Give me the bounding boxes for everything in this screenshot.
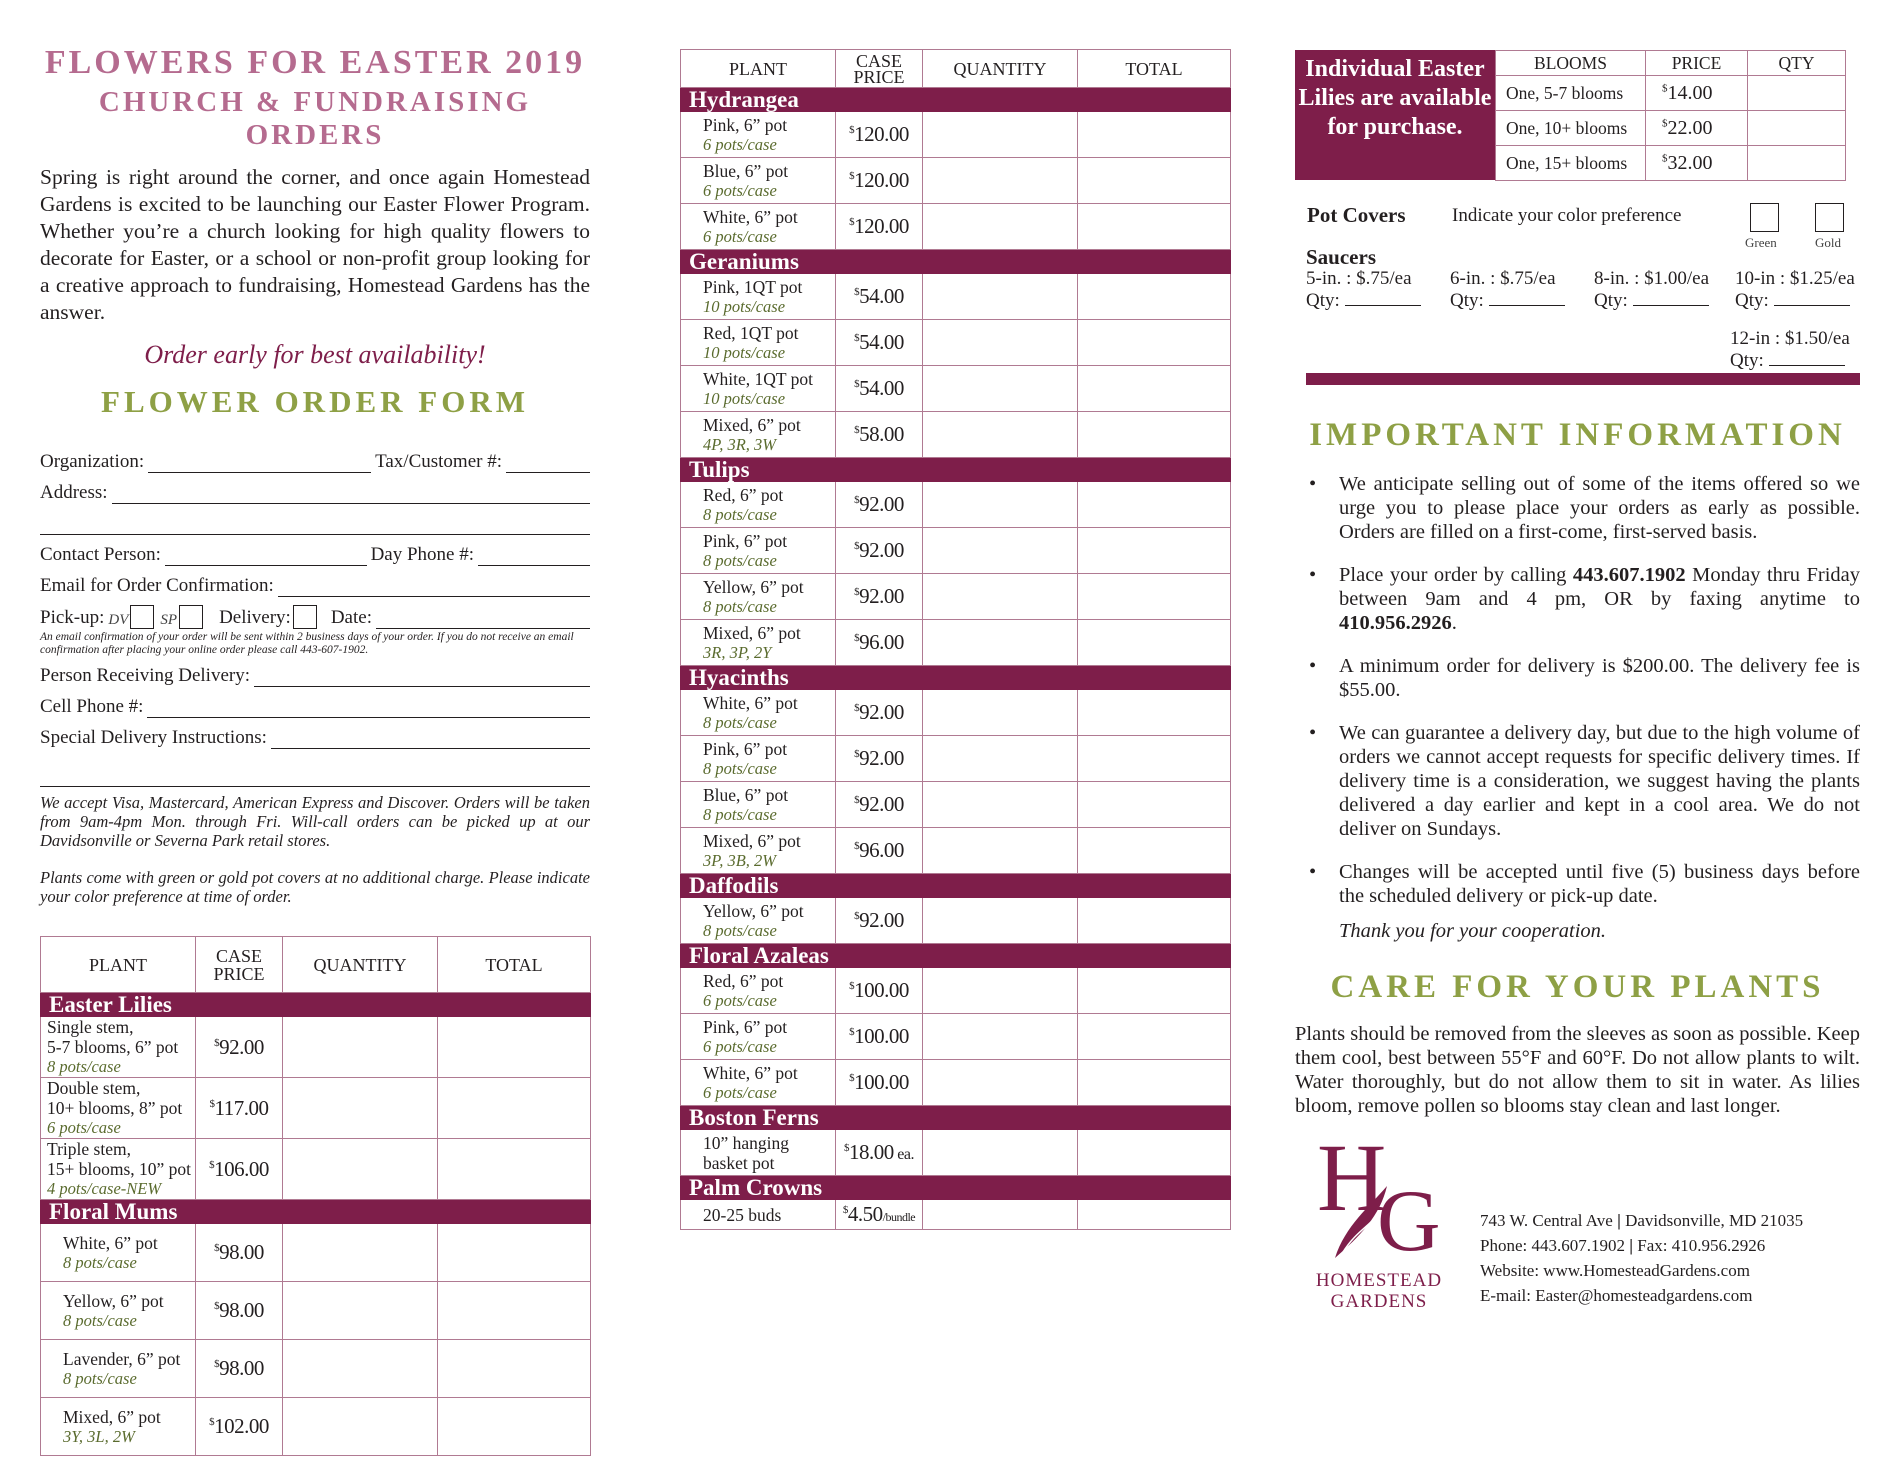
total-cell[interactable] bbox=[1078, 320, 1231, 366]
price-cell: $120.00 bbox=[836, 112, 923, 158]
category-row bbox=[41, 993, 591, 1017]
order-table-middle bbox=[680, 49, 1231, 1230]
total-cell[interactable] bbox=[1078, 690, 1231, 736]
order-early-tagline: Order early for best availability! bbox=[144, 340, 486, 369]
table-row bbox=[681, 620, 1231, 666]
total-cell[interactable] bbox=[1078, 1014, 1231, 1060]
homestead-logo: H G HOMESTEAD GARDENS bbox=[1315, 1124, 1443, 1312]
saucer-10in: 10-in : $1.25/ea Qty: bbox=[1735, 268, 1855, 311]
total-cell[interactable] bbox=[1078, 366, 1231, 412]
green-label: Green bbox=[1745, 235, 1777, 250]
total-cell[interactable] bbox=[1078, 482, 1231, 528]
pickup-sp-checkbox[interactable] bbox=[179, 605, 203, 629]
price-cell: $54.00 bbox=[836, 366, 923, 412]
divider-bar bbox=[1306, 373, 1860, 385]
cell-field[interactable] bbox=[147, 698, 590, 718]
plant-cell: Blue, 6” pot 8 pots/case bbox=[681, 782, 836, 828]
plant-cell: Pink, 6” pot 8 pots/case bbox=[681, 736, 836, 782]
table-row bbox=[681, 1130, 1231, 1176]
quantity-input[interactable] bbox=[283, 1017, 438, 1078]
price-cell: $102.00 bbox=[196, 1398, 283, 1456]
quantity-input[interactable] bbox=[923, 112, 1078, 158]
plant-header: PLANT bbox=[41, 937, 196, 993]
plant-cell: Red, 6” pot 6 pots/case bbox=[681, 968, 836, 1014]
saucer-6in-qty[interactable] bbox=[1489, 290, 1565, 306]
order-form bbox=[40, 442, 590, 787]
plant-cell: Blue, 6” pot 6 pots/case bbox=[681, 158, 836, 204]
info-item: • We anticipate selling out of some of the items offered so we urge you to please place your orders as early as possible. Orders are filled on a first-come, first-served basis. bbox=[1309, 472, 1860, 544]
category-label: Palm Crowns bbox=[681, 1176, 1231, 1200]
total-cell[interactable] bbox=[438, 1224, 591, 1282]
blooms-cell: One, 5-7 blooms bbox=[1496, 76, 1646, 111]
quantity-header: QUANTITY bbox=[283, 937, 438, 993]
page-subtitle: CHURCH & FUNDRAISING ORDERS bbox=[98, 86, 532, 151]
saucer-8in: 8-in. : $1.00/ea Qty: bbox=[1594, 268, 1710, 311]
footer bbox=[1295, 1124, 1860, 1338]
category-label: Hydrangea bbox=[681, 88, 1231, 112]
blooms-cell: One, 10+ blooms bbox=[1496, 111, 1646, 146]
delivery-label: Delivery: bbox=[219, 607, 291, 628]
price-cell: $92.00 bbox=[836, 574, 923, 620]
care-text: Plants should be removed from the sleeves as soon as possible. Keep them cool, best between 55°F and 60°F. Do not allow plants to wilt. Water thoroughly, but do not allow them to sit in water. As lilies bloom, remove pollen so blooms stay clean and last longer. bbox=[1295, 1023, 1860, 1117]
category-row bbox=[681, 874, 1231, 898]
saucer-6in: 6-in. : $.75/ea Qty: bbox=[1450, 268, 1565, 312]
person-receiving-label: Person Receiving Delivery: bbox=[40, 665, 251, 686]
saucer-12in: 12-in : $1.50/ea Qty: bbox=[1730, 328, 1850, 371]
saucer-5in-qty[interactable] bbox=[1345, 290, 1421, 306]
quantity-input[interactable] bbox=[283, 1139, 438, 1200]
plant-cell: Yellow, 6” pot 8 pots/case bbox=[681, 898, 836, 944]
quantity-input[interactable] bbox=[923, 574, 1078, 620]
blooms-cell: One, 15+ blooms bbox=[1496, 146, 1646, 181]
quantity-input[interactable] bbox=[923, 782, 1078, 828]
email-field[interactable] bbox=[278, 577, 590, 597]
table-row bbox=[41, 1224, 591, 1282]
gold-checkbox[interactable] bbox=[1815, 203, 1844, 232]
lily-row bbox=[1496, 146, 1846, 181]
info-item: • We can guarantee a delivery day, but due to the high volume of orders we cannot accept requests for specific delivery times. If delivery time is a consideration, we suggest having the plants delivered a day earlier and kept in a cool area. We do not deliver on Sundays. bbox=[1309, 721, 1860, 841]
category-label: Hyacinths bbox=[681, 666, 1231, 690]
plant-cell: Single stem, 5-7 blooms, 6” pot 8 pots/case bbox=[41, 1017, 196, 1078]
saucer-5in: 5-in. : $.75/ea Qty: bbox=[1306, 268, 1421, 312]
quantity-input[interactable] bbox=[923, 968, 1078, 1014]
category-row bbox=[681, 458, 1231, 482]
date-label: Date: bbox=[330, 607, 372, 628]
total-cell[interactable] bbox=[438, 1282, 591, 1340]
contact-field[interactable] bbox=[165, 546, 367, 566]
address-field[interactable] bbox=[112, 484, 590, 504]
lily-qty-input[interactable] bbox=[1748, 111, 1846, 146]
category-row bbox=[681, 1176, 1231, 1200]
important-heading: IMPORTANT INFORMATION bbox=[1309, 417, 1846, 453]
total-cell[interactable] bbox=[1078, 574, 1231, 620]
table-row bbox=[41, 1017, 591, 1078]
green-checkbox[interactable] bbox=[1750, 203, 1779, 232]
total-cell[interactable] bbox=[1078, 528, 1231, 574]
quantity-input[interactable] bbox=[923, 366, 1078, 412]
pickup-dv-checkbox[interactable] bbox=[130, 605, 154, 629]
price-cell: $92.00 bbox=[836, 782, 923, 828]
important-list bbox=[1295, 472, 1860, 908]
plant-cell: Mixed, 6” pot 3Y, 3L, 2W bbox=[41, 1398, 196, 1456]
table-row bbox=[681, 574, 1231, 620]
address-field-2[interactable] bbox=[40, 515, 590, 535]
total-cell[interactable] bbox=[1078, 828, 1231, 874]
lily-price-cell: $14.00 bbox=[1646, 76, 1748, 111]
category-row bbox=[681, 250, 1231, 274]
quantity-input[interactable] bbox=[923, 1014, 1078, 1060]
plant-cell: Yellow, 6” pot 8 pots/case bbox=[41, 1282, 196, 1340]
plant-cell: White, 6” pot 8 pots/case bbox=[41, 1224, 196, 1282]
order-table-left bbox=[40, 936, 591, 1456]
price-cell: $92.00 bbox=[836, 898, 923, 944]
price-cell: $98.00 bbox=[196, 1282, 283, 1340]
plant-cell: White, 6” pot 6 pots/case bbox=[681, 204, 836, 250]
right-column bbox=[1295, 0, 1860, 1338]
form-heading: FLOWER ORDER FORM bbox=[101, 384, 529, 419]
price-cell: $54.00 bbox=[836, 320, 923, 366]
thanks-text: Thank you for your cooperation. bbox=[1339, 920, 1607, 942]
category-label: Floral Azaleas bbox=[681, 944, 1231, 968]
total-cell[interactable] bbox=[438, 1398, 591, 1456]
quantity-input[interactable] bbox=[923, 412, 1078, 458]
plant-cell: Mixed, 6” pot 3P, 3B, 2W bbox=[681, 828, 836, 874]
color-preference-label: Indicate your color preference bbox=[1452, 205, 1682, 226]
price-cell: $120.00 bbox=[836, 204, 923, 250]
total-header: TOTAL bbox=[1078, 50, 1231, 88]
pot-covers-label: Pot Covers bbox=[1307, 203, 1406, 227]
left-column bbox=[40, 0, 590, 1456]
table-row bbox=[41, 1139, 591, 1200]
plant-cell: White, 6” pot 6 pots/case bbox=[681, 1060, 836, 1106]
price-header: PRICE bbox=[1646, 51, 1748, 76]
quantity-input[interactable] bbox=[283, 1340, 438, 1398]
plant-cell: Pink, 6” pot 6 pots/case bbox=[681, 112, 836, 158]
price-cell: $100.00 bbox=[836, 968, 923, 1014]
table-row bbox=[681, 968, 1231, 1014]
cell-label: Cell Phone #: bbox=[40, 696, 144, 717]
total-cell[interactable] bbox=[438, 1139, 591, 1200]
total-cell[interactable] bbox=[438, 1340, 591, 1398]
category-label: Easter Lilies bbox=[41, 993, 591, 1017]
table-row bbox=[681, 366, 1231, 412]
table-row bbox=[41, 1282, 591, 1340]
saucer-8in-qty[interactable] bbox=[1633, 290, 1709, 306]
middle-column bbox=[680, 0, 1230, 1230]
table-row bbox=[681, 528, 1231, 574]
person-receiving-field[interactable] bbox=[254, 667, 590, 687]
plant-cell: Triple stem, 15+ blooms, 10” pot 4 pots/case-NEW bbox=[41, 1139, 196, 1200]
price-cell: $92.00 bbox=[836, 528, 923, 574]
plant-cell: Lavender, 6” pot 8 pots/case bbox=[41, 1340, 196, 1398]
category-label: Geraniums bbox=[681, 250, 1231, 274]
total-cell[interactable] bbox=[1078, 1200, 1231, 1230]
quantity-input[interactable] bbox=[283, 1282, 438, 1340]
lily-table bbox=[1495, 50, 1846, 181]
info-item: • Changes will be accepted until five (5) business days before the scheduled delivery or pick-up date. bbox=[1309, 860, 1860, 908]
table-row bbox=[681, 412, 1231, 458]
table-row bbox=[681, 112, 1231, 158]
quantity-input[interactable] bbox=[923, 158, 1078, 204]
lily-qty-input[interactable] bbox=[1748, 146, 1846, 181]
table-row bbox=[681, 828, 1231, 874]
table-row bbox=[681, 782, 1231, 828]
blooms-header: BLOOMS bbox=[1496, 51, 1646, 76]
category-row bbox=[681, 1106, 1231, 1130]
price-cell: $96.00 bbox=[836, 620, 923, 666]
price-cell: $98.00 bbox=[196, 1340, 283, 1398]
table-row bbox=[681, 1014, 1231, 1060]
saucer-12in-qty[interactable] bbox=[1769, 350, 1845, 366]
table-row bbox=[681, 158, 1231, 204]
table-row bbox=[681, 1060, 1231, 1106]
total-cell[interactable] bbox=[1078, 204, 1231, 250]
contact-label: Contact Person: bbox=[40, 544, 161, 565]
price-cell: $58.00 bbox=[836, 412, 923, 458]
total-cell[interactable] bbox=[1078, 782, 1231, 828]
table-row bbox=[41, 1078, 591, 1139]
price-cell: $92.00 bbox=[836, 482, 923, 528]
dv-label: DV bbox=[108, 612, 129, 628]
quantity-input[interactable] bbox=[923, 274, 1078, 320]
total-cell[interactable] bbox=[1078, 736, 1231, 782]
organization-label: Organization: bbox=[40, 451, 145, 472]
lily-row bbox=[1496, 111, 1846, 146]
plant-cell: Mixed, 6” pot 4P, 3R, 3W bbox=[681, 412, 836, 458]
day-phone-field[interactable] bbox=[478, 546, 590, 566]
pot-note: Plants come with green or gold pot covers at no additional charge. Please indicate your color preference at time of order. bbox=[40, 868, 590, 906]
address-label: Address: bbox=[40, 482, 108, 503]
plant-cell: 10” hanging basket pot bbox=[681, 1130, 836, 1176]
price-cell: $4.50/bundle bbox=[836, 1200, 923, 1230]
date-field[interactable] bbox=[376, 609, 590, 629]
individual-lilies bbox=[1295, 50, 1860, 181]
table-row bbox=[681, 736, 1231, 782]
total-cell[interactable] bbox=[438, 1017, 591, 1078]
category-row bbox=[681, 88, 1231, 112]
tax-field[interactable] bbox=[506, 453, 590, 473]
price-cell: $100.00 bbox=[836, 1014, 923, 1060]
saucer-10in-qty[interactable] bbox=[1774, 290, 1850, 306]
fax: Fax: 410.956.2926 bbox=[1637, 1236, 1766, 1255]
info-item: • A minimum order for delivery is $200.00. The delivery fee is $55.00. bbox=[1309, 654, 1860, 702]
care-heading: CARE FOR YOUR PLANTS bbox=[1330, 969, 1825, 1005]
case-price-header: CASE PRICE bbox=[836, 50, 923, 88]
plant-header: PLANT bbox=[681, 50, 836, 88]
special-label: Special Delivery Instructions: bbox=[40, 727, 267, 748]
category-label: Floral Mums bbox=[41, 1200, 591, 1224]
price-cell: $54.00 bbox=[836, 274, 923, 320]
price-cell: $120.00 bbox=[836, 158, 923, 204]
total-cell[interactable] bbox=[1078, 620, 1231, 666]
plant-cell: White, 1QT pot 10 pots/case bbox=[681, 366, 836, 412]
category-label: Daffodils bbox=[681, 874, 1231, 898]
total-cell[interactable] bbox=[1078, 158, 1231, 204]
price-cell: $96.00 bbox=[836, 828, 923, 874]
quantity-input[interactable] bbox=[923, 736, 1078, 782]
total-header: TOTAL bbox=[438, 937, 591, 993]
quantity-input[interactable] bbox=[923, 620, 1078, 666]
price-cell: $92.00 bbox=[196, 1017, 283, 1078]
table-row bbox=[681, 690, 1231, 736]
quantity-input[interactable] bbox=[923, 204, 1078, 250]
saucers-label: Saucers bbox=[1306, 245, 1376, 269]
address1: 743 W. Central Ave bbox=[1480, 1211, 1613, 1230]
quantity-header: QUANTITY bbox=[923, 50, 1078, 88]
total-cell[interactable] bbox=[1078, 274, 1231, 320]
plant-cell: Mixed, 6” pot 3R, 3P, 2Y bbox=[681, 620, 836, 666]
category-row bbox=[681, 944, 1231, 968]
page-title: FLOWERS FOR EASTER 2019 bbox=[44, 44, 586, 81]
quantity-input[interactable] bbox=[923, 1130, 1078, 1176]
tax-label: Tax/Customer #: bbox=[375, 451, 502, 472]
plant-cell: Pink, 1QT pot 10 pots/case bbox=[681, 274, 836, 320]
category-row bbox=[681, 666, 1231, 690]
case-price-header: CASE PRICE bbox=[196, 937, 283, 993]
leaf-icon bbox=[1325, 1176, 1395, 1266]
email-link[interactable]: E-mail: Easter@homesteadgardens.com bbox=[1480, 1286, 1753, 1305]
table-row bbox=[681, 1200, 1231, 1230]
payment-note: We accept Visa, Mastercard, American Express and Discover. Orders will be taken from 9am-4pm Mon. through Fri. Will-call orders can be picked up at our Davidsonville or Severna Park retail stores. bbox=[40, 793, 590, 850]
category-label: Tulips bbox=[681, 458, 1231, 482]
price-cell: $117.00 bbox=[196, 1078, 283, 1139]
plant-cell: Pink, 6” pot 6 pots/case bbox=[681, 1014, 836, 1060]
price-cell: $92.00 bbox=[836, 736, 923, 782]
price-cell: $100.00 bbox=[836, 1060, 923, 1106]
quantity-input[interactable] bbox=[283, 1224, 438, 1282]
plant-cell: Red, 1QT pot 10 pots/case bbox=[681, 320, 836, 366]
lily-qty-input[interactable] bbox=[1748, 76, 1846, 111]
quantity-input[interactable] bbox=[923, 320, 1078, 366]
day-phone-label: Day Phone #: bbox=[370, 544, 474, 565]
quantity-input[interactable] bbox=[283, 1398, 438, 1456]
plant-cell: Yellow, 6” pot 8 pots/case bbox=[681, 574, 836, 620]
email-note: An email confirmation of your order will be sent within 2 business days of your order. If you do not receive an email confirmation after placing your online order please call 443-607-1902. bbox=[40, 631, 574, 656]
category-row bbox=[41, 1200, 591, 1224]
table-row bbox=[681, 320, 1231, 366]
total-cell[interactable] bbox=[1078, 968, 1231, 1014]
gold-label: Gold bbox=[1815, 235, 1841, 250]
table-row bbox=[681, 482, 1231, 528]
price-cell: $18.00 ea. bbox=[836, 1130, 923, 1176]
quantity-input[interactable] bbox=[923, 828, 1078, 874]
website-link[interactable]: Website: www.HomesteadGardens.com bbox=[1480, 1261, 1750, 1280]
lily-row bbox=[1496, 76, 1846, 111]
price-cell: $106.00 bbox=[196, 1139, 283, 1200]
email-label: Email for Order Confirmation: bbox=[40, 575, 274, 596]
quantity-input[interactable] bbox=[923, 898, 1078, 944]
quantity-input[interactable] bbox=[923, 690, 1078, 736]
price-cell: $92.00 bbox=[836, 690, 923, 736]
table-row bbox=[681, 898, 1231, 944]
lily-price-cell: $22.00 bbox=[1646, 111, 1748, 146]
special-field-2[interactable] bbox=[40, 767, 590, 787]
qty-header: QTY bbox=[1748, 51, 1846, 76]
sp-label: SP bbox=[160, 612, 178, 628]
delivery-checkbox[interactable] bbox=[293, 605, 317, 629]
contact-block: 743 W. Central Ave | Davidsonville, MD 21035 Phone: 443.607.1902 | Fax: 410.956.2926 Website: www.HomesteadGardens.com E-mail: Easter@homesteadgardens.com bbox=[1480, 1208, 1803, 1308]
address2: Davidsonville, MD 21035 bbox=[1625, 1211, 1804, 1230]
pot-covers-section bbox=[1295, 203, 1860, 373]
plant-cell: Pink, 6” pot 8 pots/case bbox=[681, 528, 836, 574]
phone: Phone: 443.607.1902 bbox=[1480, 1236, 1625, 1255]
pickup-label: Pick-up: bbox=[40, 607, 105, 628]
table-row bbox=[41, 1340, 591, 1398]
plant-cell: White, 6” pot 8 pots/case bbox=[681, 690, 836, 736]
price-cell: $98.00 bbox=[196, 1224, 283, 1282]
lily-callout: Individual Easter Lilies are available for purchase. bbox=[1295, 50, 1495, 180]
total-cell[interactable] bbox=[438, 1078, 591, 1139]
total-cell[interactable] bbox=[1078, 1130, 1231, 1176]
plant-cell: 20-25 buds bbox=[681, 1200, 836, 1230]
special-field[interactable] bbox=[271, 729, 590, 749]
plant-cell: Double stem, 10+ blooms, 8” pot 6 pots/case bbox=[41, 1078, 196, 1139]
lily-price-cell: $32.00 bbox=[1646, 146, 1748, 181]
quantity-input[interactable] bbox=[923, 528, 1078, 574]
total-cell[interactable] bbox=[1078, 112, 1231, 158]
total-cell[interactable] bbox=[1078, 412, 1231, 458]
total-cell[interactable] bbox=[1078, 1060, 1231, 1106]
quantity-input[interactable] bbox=[923, 482, 1078, 528]
organization-field[interactable] bbox=[148, 453, 371, 473]
quantity-input[interactable] bbox=[923, 1200, 1078, 1230]
category-label: Boston Ferns bbox=[681, 1106, 1231, 1130]
table-row bbox=[681, 274, 1231, 320]
quantity-input[interactable] bbox=[923, 1060, 1078, 1106]
table-row bbox=[681, 204, 1231, 250]
info-item: • Place your order by calling 443.607.1902 Monday thru Friday between 9am and 4 pm, OR by faxing anytime to 410.956.2926. bbox=[1309, 563, 1860, 635]
total-cell[interactable] bbox=[1078, 898, 1231, 944]
quantity-input[interactable] bbox=[283, 1078, 438, 1139]
plant-cell: Red, 6” pot 8 pots/case bbox=[681, 482, 836, 528]
table-row bbox=[41, 1398, 591, 1456]
intro-paragraph: Spring is right around the corner, and once again Homestead Gardens is excited to be launching our Easter Flower Program. Whether you’re a church looking for high quality flowers to decorate for Easter, or a school or non-profit group looking for a creative approach to fundraising, Homestead Gardens has the answer. bbox=[40, 165, 590, 324]
